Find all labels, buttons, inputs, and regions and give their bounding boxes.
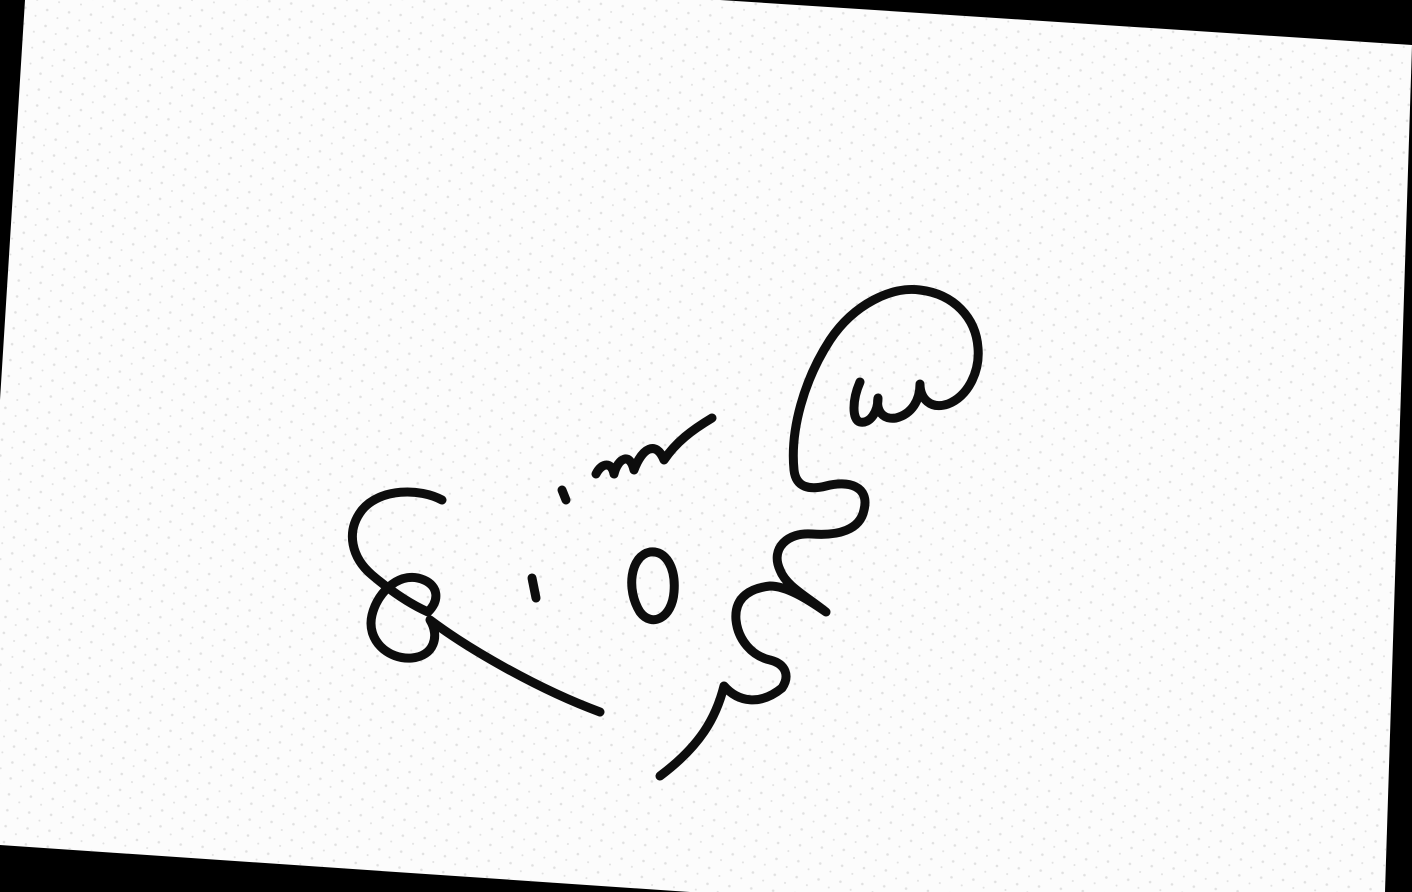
signature-dot-2 [562,490,566,500]
signature-dot-1 [532,578,536,598]
